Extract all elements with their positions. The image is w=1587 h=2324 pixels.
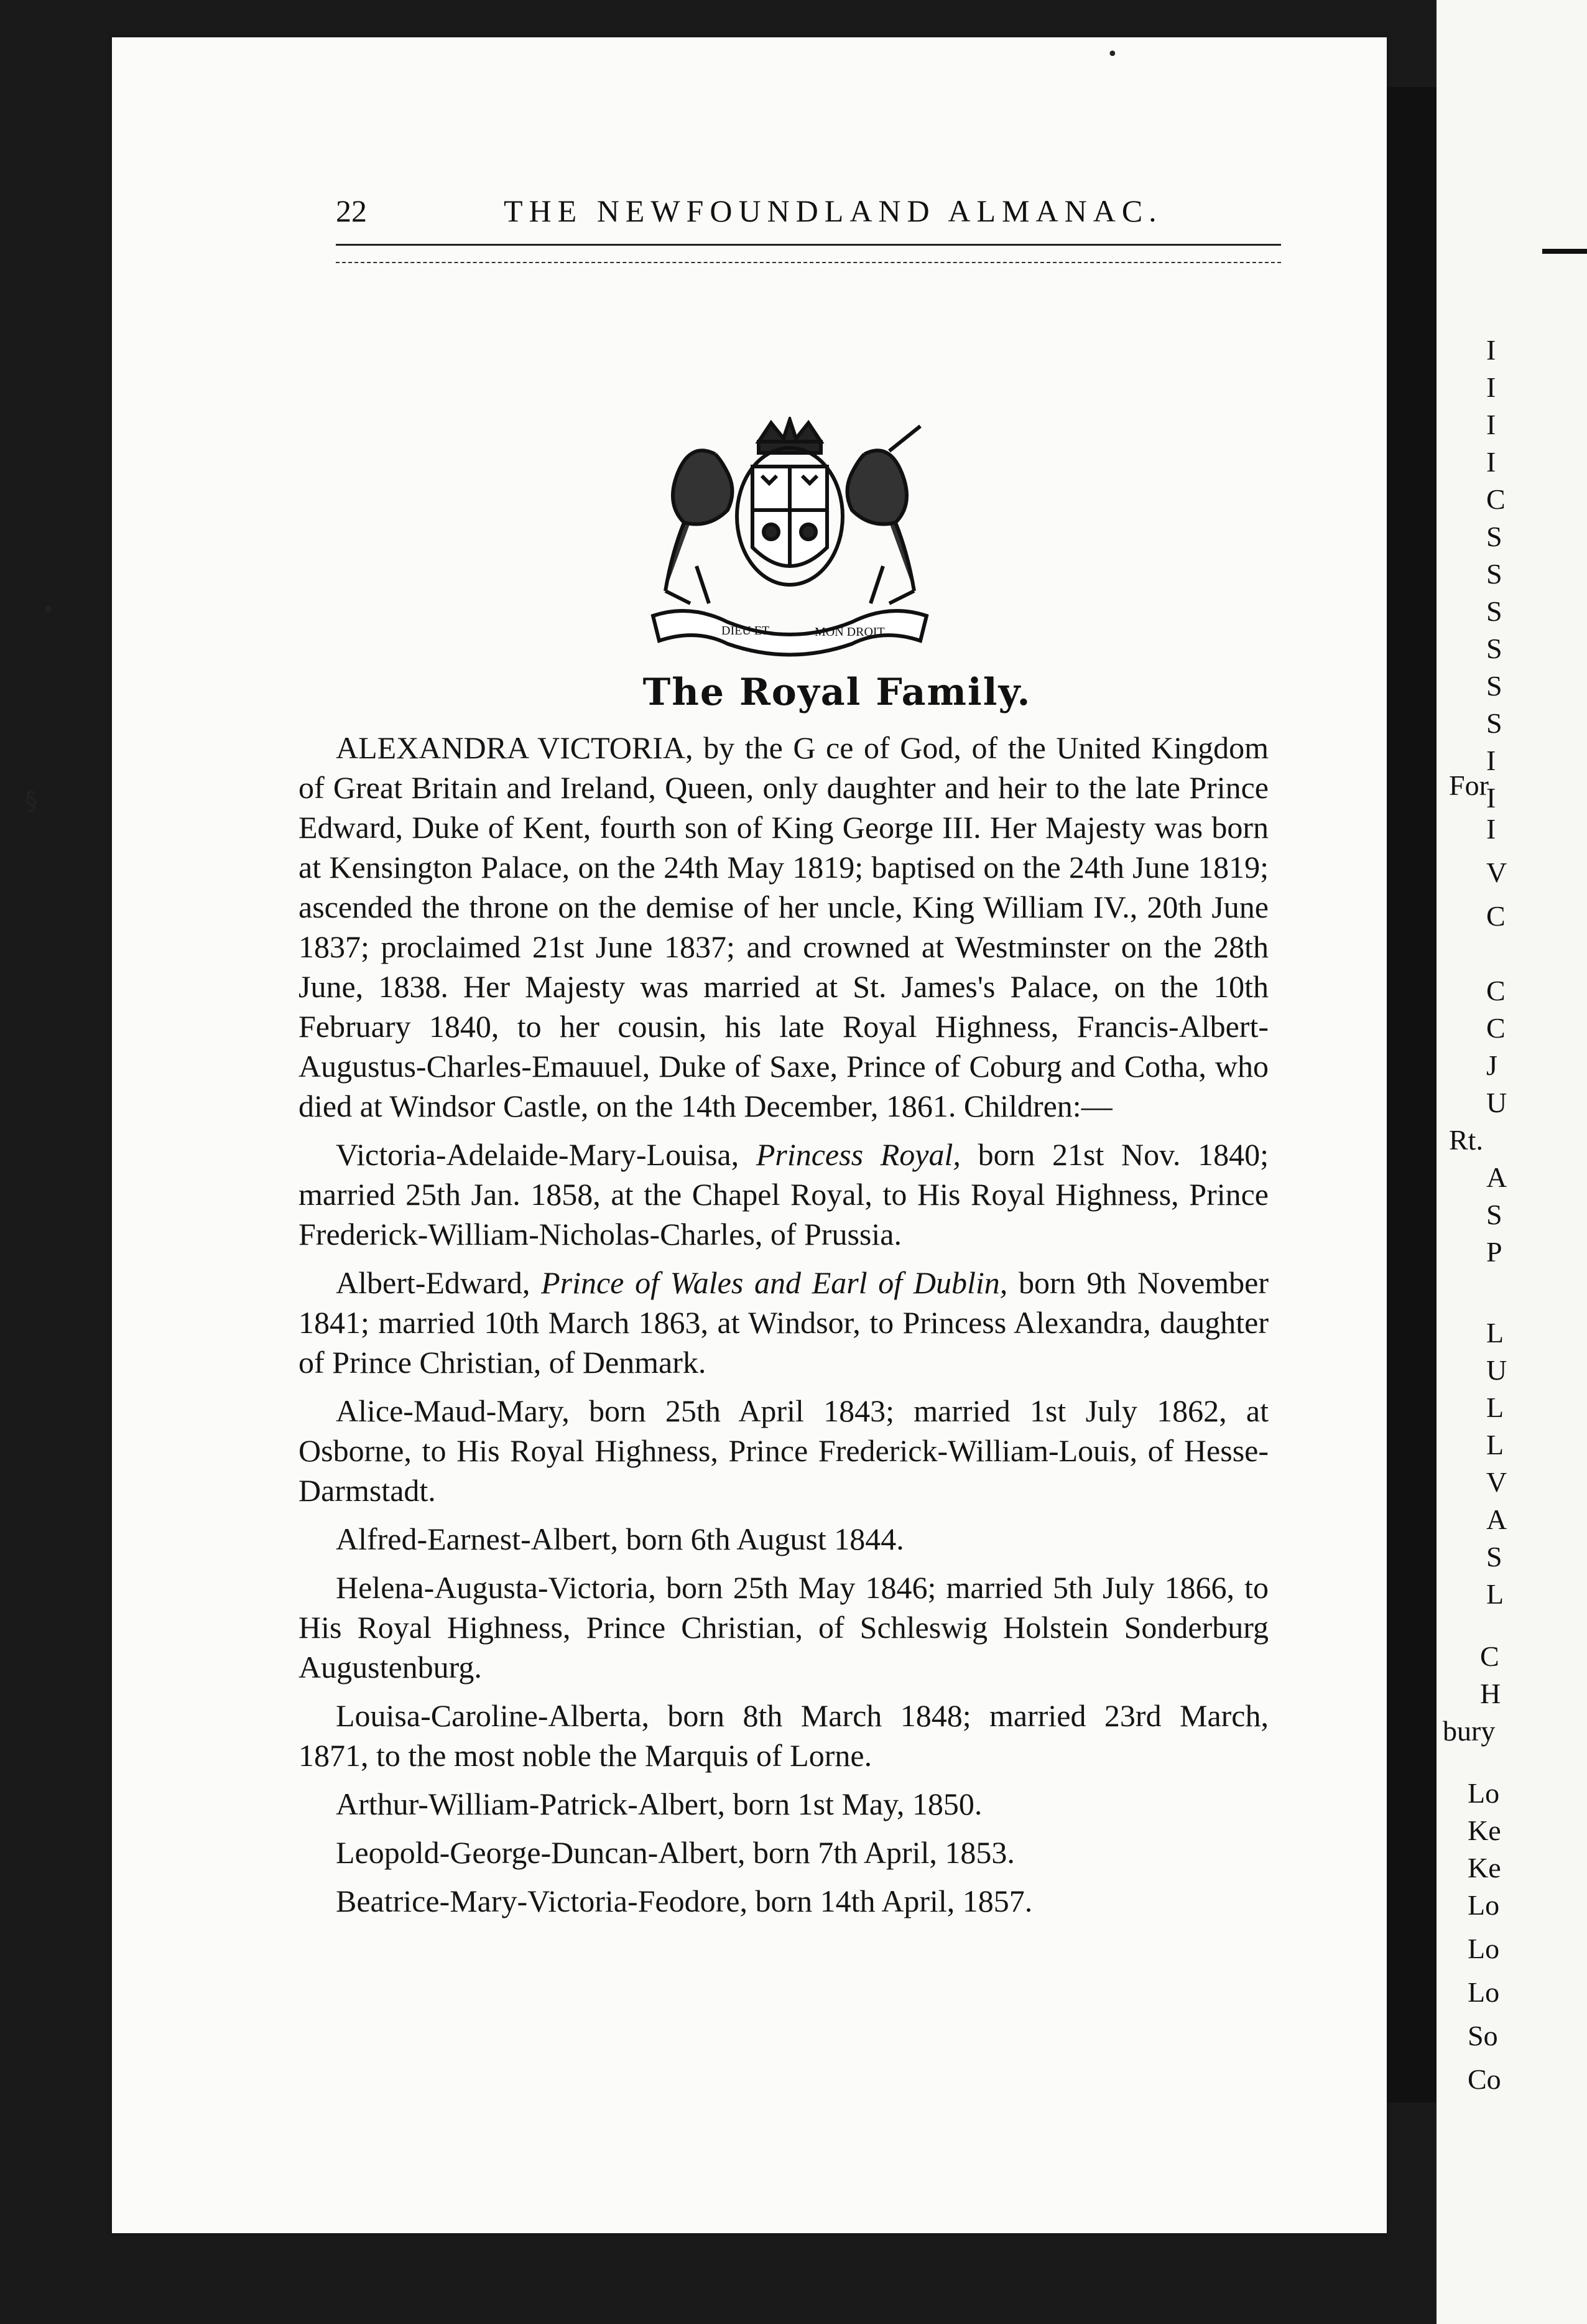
section-title-text: The Royal Family. xyxy=(642,671,1032,714)
facing-page-fragment: U xyxy=(1486,1354,1507,1386)
facing-page-fragment: I xyxy=(1486,745,1496,776)
facing-page-fragment: A xyxy=(1486,1161,1507,1193)
facing-page-fragment: S xyxy=(1486,670,1502,702)
facing-page-fragment: L xyxy=(1486,1392,1504,1423)
facing-page-fragment: I xyxy=(1486,334,1496,366)
royal-family-text xyxy=(298,728,1269,1930)
facing-page-fragment: P xyxy=(1486,1236,1502,1268)
facing-page-fragment: Lo xyxy=(1468,1777,1500,1809)
child-entry xyxy=(298,1696,1269,1775)
facing-page-fragment: L xyxy=(1486,1317,1504,1349)
child-details: born 9th November 1841; married 10th March 1863, at Windsor, to Princess Alexandra, daughter of Prince Christian, of Denmark. xyxy=(298,1265,1269,1380)
facing-page-fragments xyxy=(1437,0,1587,2324)
child-name: Helena-Augusta-Victoria, xyxy=(336,1570,666,1605)
facing-page-fragment: Lo xyxy=(1468,1889,1500,1921)
facing-page-fragment: H xyxy=(1480,1678,1501,1709)
section-title xyxy=(0,671,1587,714)
facing-page-fragment: C xyxy=(1486,1012,1506,1044)
child-details: born 1st May, 1850. xyxy=(733,1787,983,1821)
child-name: Albert-Edward, xyxy=(336,1265,542,1300)
child-entry xyxy=(298,1391,1269,1510)
facing-page-fragment: I xyxy=(1486,446,1496,478)
child-name: Arthur-William-Patrick-Albert, xyxy=(336,1787,733,1821)
facing-page-fragment: Rt. xyxy=(1449,1124,1483,1156)
facing-page-fragment: Lo xyxy=(1468,1976,1500,2008)
motto-left: DIEU ET xyxy=(721,624,770,638)
child-name: Alfred-Earnest-Albert, xyxy=(336,1522,626,1556)
facing-page-fragment: S xyxy=(1486,1199,1502,1230)
facing-page-fragment: I xyxy=(1486,813,1496,845)
facing-page-fragment: C xyxy=(1486,975,1506,1006)
royal-coat-of-arms-icon xyxy=(628,417,951,666)
facing-page-fragment: bury xyxy=(1443,1715,1496,1747)
running-title: THE NEWFOUNDLAND ALMANAC. xyxy=(504,193,1163,228)
child-name: Victoria-Adelaide-Mary-Louisa, xyxy=(336,1137,756,1172)
margin-mark: § xyxy=(25,787,37,816)
child-details: born 7th April, 1853. xyxy=(753,1835,1015,1870)
facing-page-fragment: L xyxy=(1486,1429,1504,1461)
facing-page-fragment: A xyxy=(1486,1504,1507,1535)
facing-page-fragment: S xyxy=(1486,558,1502,590)
child-entry xyxy=(298,1784,1269,1824)
facing-page-fragment: C xyxy=(1486,483,1506,515)
child-details: born 6th August 1844. xyxy=(626,1522,904,1556)
facing-page-edge xyxy=(1437,0,1587,2324)
facing-page-fragment: C xyxy=(1480,1640,1499,1672)
facing-page-fragment: Lo xyxy=(1468,1933,1500,1964)
header-rule xyxy=(336,244,1281,263)
book-spine xyxy=(1387,87,1437,2103)
child-entry xyxy=(298,1833,1269,1872)
child-details: born 25th May 1846; married 5th July 1866, to His Royal Highness, Prince Christian, of Schleswig Holstein Sonderburg Augustenburg. xyxy=(298,1570,1269,1685)
page-number: 22 xyxy=(336,193,367,228)
facing-page-fragment: C xyxy=(1486,900,1506,932)
child-title: Princess Royal, xyxy=(756,1137,978,1172)
child-entry xyxy=(298,1568,1269,1687)
child-entry xyxy=(298,1881,1269,1921)
facing-page-fragment: V xyxy=(1486,857,1507,888)
facing-page-fragment: So xyxy=(1468,2020,1498,2052)
child-entry xyxy=(298,1519,1269,1559)
intro-paragraph: ALEXANDRA VICTORIA, by the G ce of God, of the United Kingdom of Great Britain and Ireland, Queen, only daughter and heir to the late Prince Edward, Duke of Kent, fourth son of King George III. Her Majesty was born at Kensington Palace, on the 24th May 1819; baptised on the 24th June 1819; ascended the throne on the demise of her uncle, King William IV., 20th June 1837; proclaimed 21st June 1837; and crowned at Westminster on the 28th June, 1838. Her Majesty was married at St. James's Palace, on the 10th February 1840, to her cousin, his late Royal Highness, Francis-Albert-Augustus-Charles-Emauuel, Duke of Saxe, Prince of Coburg and Cotha, who died at Windsor Castle, on the 14th December, 1861. Children:— xyxy=(298,730,1269,1123)
facing-page-fragment: U xyxy=(1486,1087,1507,1118)
facing-page-fragment: I xyxy=(1486,371,1496,403)
child-name: Leopold-George-Duncan-Albert, xyxy=(336,1835,754,1870)
child-name: Beatrice-Mary-Victoria-Feodore, xyxy=(336,1884,756,1918)
facing-page-fragment: S xyxy=(1486,595,1502,627)
facing-page-fragment: S xyxy=(1486,521,1502,552)
child-title: Prince of Wales and Earl of Dublin, xyxy=(541,1265,1019,1300)
child-details: born 21st Nov. 1840; married 25th Jan. 1858, at the Chapel Royal, to His Royal Highness, Prince Frederick-William-Nicholas-Charles, of Prussia. xyxy=(298,1137,1269,1252)
child-name: Alice-Maud-Mary, xyxy=(336,1393,590,1428)
motto-right: MON DROIT xyxy=(815,625,885,639)
facing-page-fragment: L xyxy=(1486,1578,1504,1610)
facing-page-fragment: For xyxy=(1449,769,1489,801)
running-head xyxy=(336,187,1306,236)
facing-page-fragment: V xyxy=(1486,1466,1507,1498)
child-details: born 25th April 1843; married 1st July 1862, at Osborne, to His Royal Highness, Prince Frederick-William-Louis, of Hesse-Darmstadt. xyxy=(298,1393,1269,1508)
child-entry xyxy=(298,1135,1269,1254)
facing-page-fragment: S xyxy=(1486,1541,1502,1573)
margin-mark: • xyxy=(42,597,55,622)
facing-page-fragment: J xyxy=(1486,1049,1497,1081)
facing-page-fragment: Ke xyxy=(1468,1852,1501,1884)
facing-page-fragment: S xyxy=(1486,707,1502,739)
facing-page-fragment: Ke xyxy=(1468,1815,1501,1846)
facing-page-fragment: I xyxy=(1486,409,1496,440)
child-details: born 8th March 1848; married 23rd March, 1871, to the most noble the Marquis of Lorne. xyxy=(298,1698,1269,1773)
child-entry xyxy=(298,1263,1269,1382)
margin-mark: • xyxy=(1107,44,1118,65)
facing-page-fragment: S xyxy=(1486,633,1502,664)
facing-page-fragment: Co xyxy=(1468,2063,1501,2095)
child-details: born 14th April, 1857. xyxy=(755,1884,1033,1918)
child-name: Louisa-Caroline-Alberta, xyxy=(336,1698,668,1733)
children-list xyxy=(298,1135,1269,1921)
facing-page-fragment: I xyxy=(1486,782,1496,814)
facing-page-rule xyxy=(1542,249,1587,254)
